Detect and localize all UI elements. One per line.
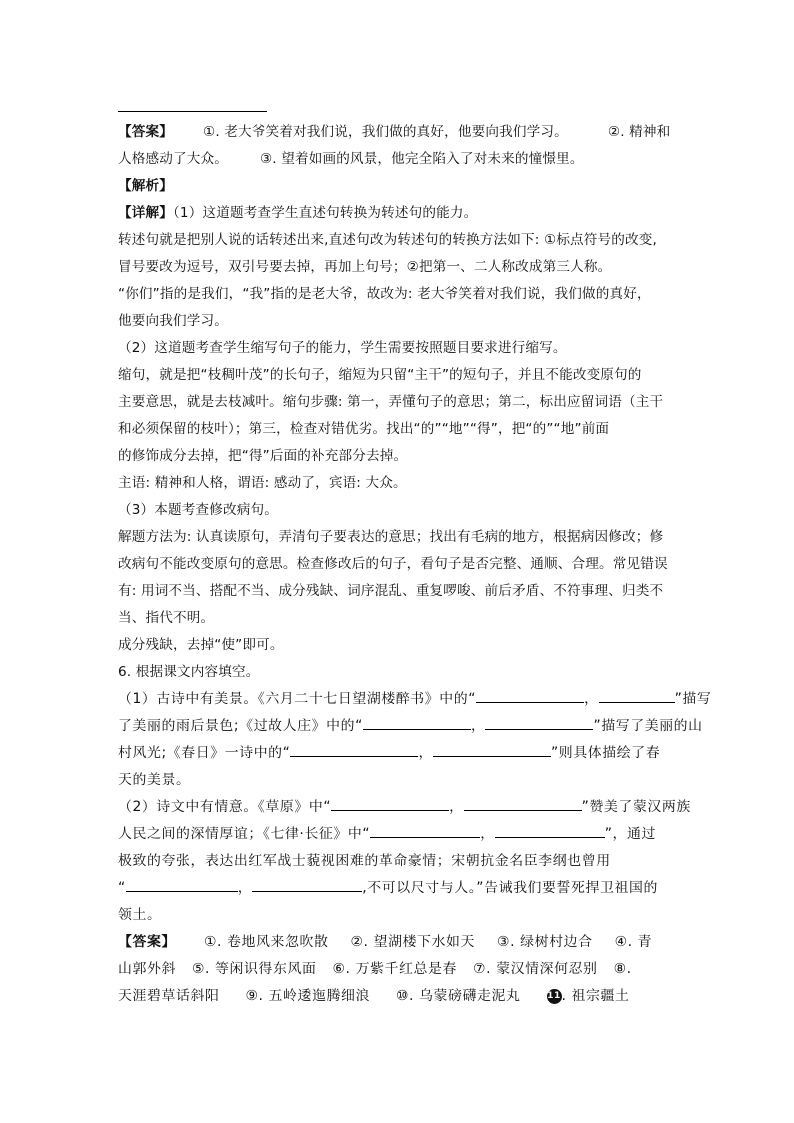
q6-text: ”，通过 <box>604 826 656 842</box>
q6-text: （1）古诗中有美景。《六月二十七日望湖楼醉书》中的“ <box>118 691 477 707</box>
fill-blank-5[interactable] <box>290 744 418 757</box>
fill-blank-1[interactable] <box>476 690 584 703</box>
fill-blank-7[interactable] <box>331 798 449 811</box>
answer2-item: 山郭外斜 <box>118 961 176 977</box>
q6-text: ”描写 <box>674 691 712 707</box>
q6-text: （2）诗文中有情意。《草原》中“ <box>118 799 332 815</box>
fill-blank-12[interactable] <box>252 879 362 892</box>
analysis-line-1 <box>118 204 678 222</box>
analysis-line-13: 解题方法为: 认真读原句，弄清句子要表达的意思；找出有毛病的地方，根据病因修改；修 <box>118 529 664 545</box>
answer2-item: ⑧. <box>613 961 632 977</box>
analysis-line-10: 的修饰成分去掉，把“得”后面的补充部分去掉。 <box>118 448 408 464</box>
q6-text: 人民之间的深情厚谊；《七律·长征》中“ <box>118 826 371 842</box>
analysis-line-16: 当、指代不明。 <box>118 610 215 626</box>
circled-number-11: 11 <box>547 989 562 1004</box>
analysis-line-5: 他要向我们学习。 <box>118 313 228 329</box>
q6-part1-line4: 天的美景。 <box>118 772 191 788</box>
q6-part2-line3: 极致的夸张，表达出红军战士藐视困难的革命豪情；宋朝抗金名臣李纲也曾用 <box>118 853 611 869</box>
answer1-item3: ③. 望着如画的风景，他完全陷入了对未来的憧憬里。 <box>259 151 584 167</box>
answer2-item: ⑦. 蒙汉情深何忍别 <box>473 961 598 977</box>
answer2-item: ④. 青 <box>614 934 653 950</box>
comma: ， <box>418 745 433 761</box>
fill-blank-11[interactable] <box>126 879 238 892</box>
comma: ， <box>480 826 495 842</box>
answer2-line1 <box>118 933 678 951</box>
q6-text: ,不可以尺寸与人。”告诫我们要誓死捍卫祖国的 <box>362 880 658 896</box>
comma: ， <box>584 691 599 707</box>
analysis-line-11: 主语: 精神和人格，谓语: 感动了，宾语: 大众。 <box>118 475 407 491</box>
fill-blank-4[interactable] <box>485 717 593 730</box>
answer2-item: ②. 望湖楼下水如天 <box>350 934 476 950</box>
analysis-line-7: 缩句，就是把“枝稠叶茂”的长句子，缩短为只留“主干”的短句子，并且不能改变原句的 <box>118 367 642 383</box>
answer2-line2 <box>118 960 678 978</box>
analysis-line-3: 冒号要改为逗号，双引号要去掉，再加上句号；②把第一、二人称改成第三人称。 <box>118 259 612 275</box>
q6-text: 了美丽的雨后景色;《过故人庄》中的“ <box>118 718 363 734</box>
q6-text: 村风光;《春日》一诗中的“ <box>118 745 291 761</box>
analysis-line-8: 主要意思，就是去枝减叶。缩句步骤: 第一，弄懂句子的意思；第二，标出应留词语（主干 <box>118 394 664 410</box>
q6-text: ”赞美了蒙汉两族 <box>581 799 691 815</box>
answer-tag: 【答案】 <box>118 934 176 950</box>
answer2-item: ⑥. 万紫千红总是春 <box>332 961 458 977</box>
answer1-item2: ②. 精神和 <box>607 124 671 140</box>
comma: ， <box>449 799 464 815</box>
answer1-item2-cont: 人格感动了大众。 <box>118 151 228 167</box>
fill-blank-8[interactable] <box>464 798 582 811</box>
question-6-title: 6. 根据课文内容填空。 <box>118 664 260 680</box>
analysis-line-12: （3）本题考查修改病句。 <box>118 502 278 518</box>
q6-part1-line2 <box>118 717 703 735</box>
q6-part2-line1 <box>118 798 691 816</box>
answer2-item: ⑤. 等闲识得东风面 <box>191 961 317 977</box>
answer2-item: ③. 绿树村边合 <box>497 934 593 950</box>
answer1-item1: ①. 老大爷笑着对我们说，我们做的真好，他要向我们学习。 <box>202 124 568 140</box>
analysis-line-9: 和必须保留的枝叶）；第三，检查对错优劣。找出“的”“地”“得”，把“的”“地”前面 <box>118 421 610 437</box>
answer1-line1 <box>118 123 678 141</box>
analysis-text: （1）这道题考查学生直述句转换为转述句的能力。 <box>172 205 478 221</box>
q6-part1-line3 <box>118 744 678 762</box>
analysis-line-17: 成分残缺，去掉“使”即可。 <box>118 637 284 653</box>
analysis-heading <box>118 177 678 195</box>
q6-text: ”描写了美丽的山 <box>593 718 703 734</box>
analysis-line-14: 改病句不能改变原句的意思。检查修改后的句子，看句子是否完整、通顺、合理。常见错误 <box>118 556 668 572</box>
answer2-item: . 祖宗疆土 <box>561 988 630 1004</box>
q6-part2-line5: 领土。 <box>118 907 162 923</box>
fill-blank-2[interactable] <box>599 690 675 703</box>
analysis-line-15: 有: 用词不当、搭配不当、成分残缺、词序混乱、重复啰唆、前后矛盾、不符事理、归类不 <box>118 583 664 599</box>
analysis-line-2: 转述句就是把别人说的话转述出来,直述句改为转述句的转换方法如下: ①标点符号的改变, <box>118 232 657 248</box>
analysis-line-6: （2）这道题考查学生缩写句子的能力，学生需要按照题目要求进行缩写。 <box>118 340 567 356</box>
q6-part1-line1 <box>118 690 712 708</box>
answer-tag: 【答案】 <box>118 124 173 140</box>
footnote-rule <box>118 111 267 112</box>
answer2-item: ⑨. 五岭逶迤腾细浪 <box>245 988 370 1004</box>
detail-tag: 【详解】 <box>118 205 173 221</box>
fill-blank-10[interactable] <box>495 825 605 838</box>
answer2-item: ⑩. 乌蒙磅礴走泥丸 <box>395 988 521 1004</box>
fill-blank-6[interactable] <box>433 744 551 757</box>
fill-blank-3[interactable] <box>363 717 471 730</box>
analysis-tag: 【解析】 <box>118 178 173 194</box>
q6-text: ”则具体描绘了春 <box>550 745 661 761</box>
q6-part2-line2 <box>118 825 678 843</box>
q6-text: “ <box>118 880 126 896</box>
answer2-item: 天涯碧草话斜阳 <box>118 988 220 1004</box>
comma: ， <box>470 718 486 734</box>
fill-blank-9[interactable] <box>370 825 480 838</box>
answer1-line2 <box>118 150 678 168</box>
comma: ， <box>237 880 253 896</box>
q6-part2-line4 <box>118 879 678 897</box>
analysis-line-4: “你们”指的是我们，“我”指的是老大爷，故改为: 老大爷笑着对我们说，我们做的真好， <box>118 286 651 302</box>
answer2-item: ①. 卷地风来忽吹散 <box>203 934 329 950</box>
answer2-line3 <box>118 987 678 1005</box>
